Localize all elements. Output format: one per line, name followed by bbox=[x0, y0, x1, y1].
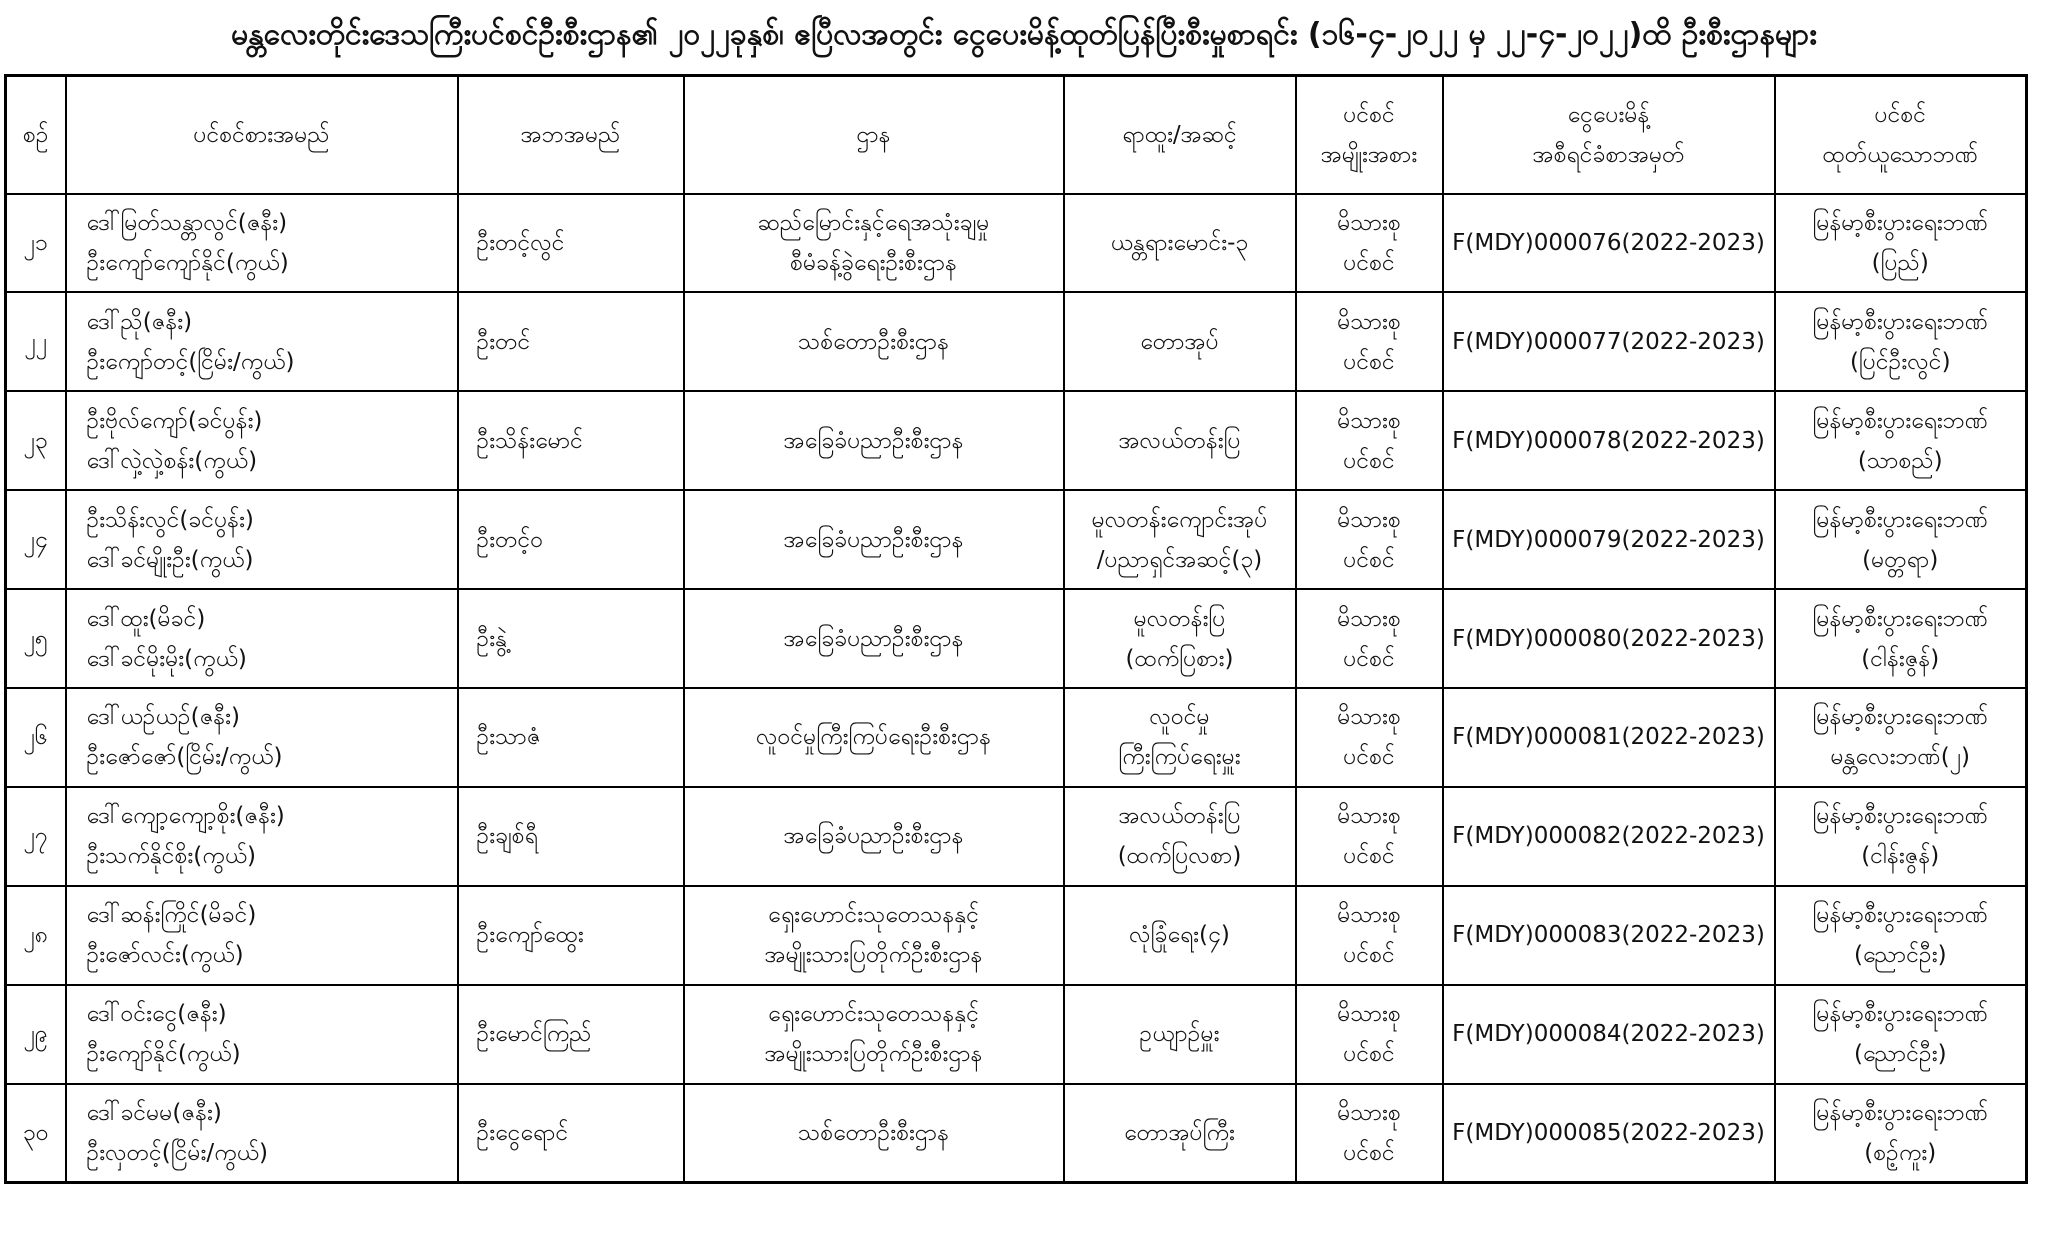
cell-bank-line: မြန်မာ့စီးပွားရေးဘဏ် bbox=[1812, 1099, 1989, 1126]
cell-rank-line: မူလတန်းပြ bbox=[1133, 605, 1226, 632]
cell-pay-order-no bbox=[1443, 886, 1775, 985]
cell-pension-type-line: မိသားစု bbox=[1337, 902, 1401, 929]
header-payorder: ငွေပေးမိန့် အစီရင်ခံစာအမှတ် bbox=[1443, 76, 1775, 194]
cell-father-name bbox=[458, 688, 684, 787]
cell-sr-text: ၂၈ bbox=[23, 922, 48, 949]
table-row bbox=[6, 688, 2027, 787]
cell-rank-line: ယန္တရားမောင်း-၃ bbox=[1110, 229, 1249, 256]
cell-department-line: ရှေးဟောင်းသုတေသနနှင့် bbox=[768, 902, 979, 929]
cell-department-line: အခြေခံပညာဦးစီးဌာန bbox=[783, 526, 964, 553]
cell-sr bbox=[6, 787, 66, 886]
cell-father-name bbox=[458, 589, 684, 688]
cell-pension-type bbox=[1296, 1084, 1443, 1183]
cell-father-name bbox=[458, 1084, 684, 1183]
cell-sr-text: ၂၁ bbox=[23, 229, 48, 256]
cell-pensioner-name bbox=[66, 589, 458, 688]
cell-pension-type bbox=[1296, 490, 1443, 589]
cell-pay-order-no-text: F(MDY)000078(2022-2023) bbox=[1452, 427, 1765, 454]
table-row bbox=[6, 886, 2027, 985]
cell-father-name-text: ဦးနွဲ့ bbox=[476, 625, 507, 652]
cell-bank-line: မြန်မာ့စီးပွားရေးဘဏ် bbox=[1812, 704, 1989, 731]
table-header-row bbox=[6, 76, 2027, 194]
cell-pay-order-no-text: F(MDY)000079(2022-2023) bbox=[1452, 526, 1765, 553]
header-dept: ဌာန bbox=[684, 76, 1064, 194]
cell-father-name-text: ဦးသာဇံ bbox=[476, 724, 541, 751]
cell-bank bbox=[1775, 1084, 2027, 1183]
cell-pay-order-no bbox=[1443, 688, 1775, 787]
cell-pensioner-name-line: ဒေါ်ဆန်းကြိုင်(မိခင်) bbox=[86, 902, 257, 929]
cell-rank-line: အလယ်တန်းပြ bbox=[1118, 427, 1241, 454]
cell-sr-text: ၂၇ bbox=[23, 823, 48, 850]
cell-pension-type-line: ပင်စင် bbox=[1343, 843, 1395, 870]
header-name: ပင်စင်စားအမည် bbox=[66, 76, 458, 194]
cell-pensioner-name-line: ဒေါ်ကျော့ကျော့စိုး(ဇနီး) bbox=[86, 803, 285, 830]
cell-pension-type-line: ပင်စင် bbox=[1343, 1139, 1395, 1166]
cell-pay-order-no-text: F(MDY)000077(2022-2023) bbox=[1452, 328, 1765, 355]
cell-pension-type bbox=[1296, 194, 1443, 293]
cell-pension-type-line: ပင်စင် bbox=[1343, 645, 1395, 672]
cell-father-name-text: ဦးကျော်ထွေး bbox=[476, 922, 584, 949]
cell-father-name-text: ဦးမောင်ကြည် bbox=[476, 1021, 592, 1048]
table-row bbox=[6, 787, 2027, 886]
cell-rank-line: လုံခြုံရေး(၄) bbox=[1129, 922, 1230, 949]
cell-department bbox=[684, 391, 1064, 490]
table-row bbox=[6, 490, 2027, 589]
cell-pensioner-name-line: ဦးသက်နိုင်စိုး(ကွယ်) bbox=[86, 843, 257, 870]
cell-bank-line: (ငါန်းဇွန်) bbox=[1861, 645, 1940, 672]
cell-department bbox=[684, 1084, 1064, 1183]
header-sr: စဉ် bbox=[6, 76, 66, 194]
cell-rank bbox=[1064, 490, 1296, 589]
cell-bank-line: (ပြင်ဦးလွင်) bbox=[1849, 348, 1951, 375]
cell-pension-type-line: ပင်စင် bbox=[1343, 744, 1395, 771]
cell-department bbox=[684, 490, 1064, 589]
cell-sr bbox=[6, 490, 66, 589]
cell-bank-line: (ညောင်ဦး) bbox=[1853, 942, 1947, 969]
table-row bbox=[6, 589, 2027, 688]
cell-bank-line: (သာစည်) bbox=[1857, 447, 1943, 474]
cell-rank bbox=[1064, 589, 1296, 688]
cell-department bbox=[684, 589, 1064, 688]
cell-pensioner-name-line: ဦးသိန်းလွင်(ခင်ပွန်း) bbox=[86, 506, 254, 533]
cell-rank bbox=[1064, 391, 1296, 490]
cell-father-name-text: ဦးချစ်ရီ bbox=[476, 823, 538, 850]
cell-rank-line: ဥယျာဉ်မှူး bbox=[1139, 1021, 1220, 1048]
cell-department bbox=[684, 985, 1064, 1084]
cell-sr-text: ၂၅ bbox=[23, 625, 48, 652]
cell-pension-type bbox=[1296, 589, 1443, 688]
cell-sr-text: ၂၂ bbox=[24, 328, 48, 355]
cell-department-line: အမျိုးသားပြတိုက်ဦးစီးဌာန bbox=[764, 1041, 983, 1068]
cell-department bbox=[684, 292, 1064, 391]
cell-bank-line: မြန်မာ့စီးပွားရေးဘဏ် bbox=[1812, 407, 1989, 434]
cell-rank bbox=[1064, 1084, 1296, 1183]
cell-sr bbox=[6, 194, 66, 293]
cell-pensioner-name-line: ဒေါ်ဝင်းငွေ(ဇနီး) bbox=[86, 1001, 227, 1028]
cell-father-name bbox=[458, 886, 684, 985]
cell-pay-order-no-text: F(MDY)000083(2022-2023) bbox=[1452, 922, 1765, 949]
cell-pension-type-line: မိသားစု bbox=[1337, 308, 1401, 335]
cell-father-name bbox=[458, 787, 684, 886]
table-row bbox=[6, 985, 2027, 1084]
cell-pension-type-line: ပင်စင် bbox=[1343, 942, 1395, 969]
cell-father-name-text: ဦးတင့်လွင် bbox=[476, 229, 565, 256]
cell-pension-type-line: မိသားစု bbox=[1337, 704, 1401, 731]
cell-sr-text: ၃၀ bbox=[22, 1119, 49, 1146]
cell-department-line: ရှေးဟောင်းသုတေသနနှင့် bbox=[768, 1001, 979, 1028]
cell-pension-type-line: ပင်စင် bbox=[1343, 249, 1395, 276]
cell-bank-line: (ငါန်းဇွန်) bbox=[1861, 843, 1940, 870]
cell-pensioner-name-line: ဦးလှတင့်(ငြိမ်း/ကွယ်) bbox=[86, 1139, 268, 1166]
cell-rank bbox=[1064, 292, 1296, 391]
cell-pay-order-no bbox=[1443, 490, 1775, 589]
cell-rank-line: လူဝင်မှု bbox=[1149, 704, 1210, 731]
cell-pensioner-name bbox=[66, 886, 458, 985]
cell-pay-order-no bbox=[1443, 391, 1775, 490]
cell-pensioner-name-line: ဒေါ်ယဉ်ယဉ်(ဇနီး) bbox=[86, 704, 240, 731]
cell-department-line: အခြေခံပညာဦးစီးဌာန bbox=[783, 427, 964, 454]
cell-department-line: စီမံခန့်ခွဲရေးဦးစီးဌာန bbox=[790, 249, 957, 276]
cell-father-name bbox=[458, 292, 684, 391]
cell-father-name-text: ဦးငွေရောင် bbox=[476, 1119, 569, 1146]
cell-rank-line: အလယ်တန်းပြ bbox=[1118, 803, 1241, 830]
document-title: မန္တလေးတိုင်းဒေသကြီးပင်စင်ဦးစီးဌာန၏ ၂၀၂၂ခုနှစ်၊ ဧပြီလအတွင်း ငွေပေးမိန့်ထုတ်ပြန်ပြီးစီးမှုစာရင်း (၁၆-၄-၂၀၂၂ မှ ၂၂-၄-၂၀၂၂)ထိ ဦးစီးဌာနများ bbox=[231, 17, 1817, 52]
cell-pensioner-name-line: ဦးကျော်နိုင်(ကွယ်) bbox=[86, 1041, 241, 1068]
cell-department-line: အခြေခံပညာဦးစီးဌာန bbox=[783, 823, 964, 850]
cell-bank-line: မြန်မာ့စီးပွားရေးဘဏ် bbox=[1812, 1001, 1989, 1028]
cell-department-line: ဆည်မြောင်းနှင့်ရေအသုံးချမှု bbox=[757, 209, 990, 236]
cell-pension-type bbox=[1296, 688, 1443, 787]
header-bank: ပင်စင် ထုတ်ယူသောဘဏ် bbox=[1775, 76, 2027, 194]
cell-bank bbox=[1775, 985, 2027, 1084]
cell-father-name bbox=[458, 985, 684, 1084]
cell-bank-line: မြန်မာ့စီးပွားရေးဘဏ် bbox=[1812, 308, 1989, 335]
cell-pay-order-no-text: F(MDY)000082(2022-2023) bbox=[1452, 823, 1765, 850]
cell-pension-type bbox=[1296, 886, 1443, 985]
cell-department bbox=[684, 886, 1064, 985]
cell-bank bbox=[1775, 787, 2027, 886]
cell-bank-line: မြန်မာ့စီးပွားရေးဘဏ် bbox=[1812, 803, 1989, 830]
table-row bbox=[6, 194, 2027, 293]
cell-department bbox=[684, 688, 1064, 787]
cell-rank bbox=[1064, 688, 1296, 787]
cell-bank bbox=[1775, 490, 2027, 589]
cell-bank bbox=[1775, 292, 2027, 391]
cell-pensioner-name bbox=[66, 490, 458, 589]
table-row bbox=[6, 1084, 2027, 1183]
cell-pay-order-no bbox=[1443, 589, 1775, 688]
cell-bank bbox=[1775, 589, 2027, 688]
cell-pensioner-name-line: ဒေါ်ထူး(မိခင်) bbox=[86, 605, 206, 632]
cell-bank-line: မြန်မာ့စီးပွားရေးဘဏ် bbox=[1812, 209, 1989, 236]
cell-rank bbox=[1064, 194, 1296, 293]
cell-pension-type bbox=[1296, 391, 1443, 490]
cell-pension-type-line: မိသားစု bbox=[1337, 1099, 1401, 1126]
cell-pension-type bbox=[1296, 985, 1443, 1084]
cell-bank-line: (ပြည်) bbox=[1871, 249, 1929, 276]
table-row bbox=[6, 292, 2027, 391]
cell-pensioner-name bbox=[66, 688, 458, 787]
table-row bbox=[6, 391, 2027, 490]
cell-pensioner-name bbox=[66, 391, 458, 490]
cell-father-name-text: ဦးတင် bbox=[476, 328, 531, 355]
cell-rank-line: (ထက်ပြစား) bbox=[1125, 645, 1234, 672]
cell-pay-order-no-text: F(MDY)000085(2022-2023) bbox=[1452, 1119, 1765, 1146]
cell-rank-line: /ပညာရှင်အဆင့်(၃) bbox=[1096, 546, 1263, 573]
cell-pensioner-name bbox=[66, 194, 458, 293]
cell-pensioner-name-line: ဒေါ်ညို(ဇနီး) bbox=[86, 308, 193, 335]
cell-sr bbox=[6, 589, 66, 688]
cell-father-name-text: ဦးတင့်ဝ bbox=[476, 526, 544, 553]
cell-pension-type-line: ပင်စင် bbox=[1343, 1041, 1395, 1068]
cell-pension-type-line: မိသားစု bbox=[1337, 1001, 1401, 1028]
cell-bank-line: မြန်မာ့စီးပွားရေးဘဏ် bbox=[1812, 605, 1989, 632]
cell-rank-line: (ထက်ပြလစာ) bbox=[1117, 843, 1242, 870]
header-father: အဘအမည် bbox=[458, 76, 684, 194]
cell-pay-order-no bbox=[1443, 292, 1775, 391]
cell-pensioner-name-line: ဒေါ်လှဲ့လှဲ့စန်း(ကွယ်) bbox=[86, 447, 258, 474]
cell-pay-order-no-text: F(MDY)000081(2022-2023) bbox=[1452, 724, 1765, 751]
cell-rank bbox=[1064, 886, 1296, 985]
cell-pension-type-line: မိသားစု bbox=[1337, 209, 1401, 236]
cell-rank-line: မူလတန်းကျောင်းအုပ် bbox=[1091, 506, 1268, 533]
cell-sr bbox=[6, 1084, 66, 1183]
cell-sr-text: ၂၃ bbox=[23, 427, 48, 454]
cell-pensioner-name-line: ဒေါ်မြတ်သန္တာလွင်(ဇနီး) bbox=[86, 209, 288, 236]
cell-pension-type bbox=[1296, 292, 1443, 391]
cell-pensioner-name bbox=[66, 292, 458, 391]
cell-pensioner-name-line: ဦးဇော်ဇော်(ငြိမ်း/ကွယ်) bbox=[86, 744, 283, 771]
cell-bank-line: မန္တလေးဘဏ်(၂) bbox=[1830, 744, 1970, 771]
cell-pay-order-no-text: F(MDY)000076(2022-2023) bbox=[1452, 229, 1765, 256]
header-rank: ရာထူး/အဆင့် bbox=[1064, 76, 1296, 194]
cell-rank-line: တောအုပ်ကြီး bbox=[1124, 1119, 1235, 1146]
cell-pay-order-no-text: F(MDY)000080(2022-2023) bbox=[1452, 625, 1765, 652]
cell-sr bbox=[6, 391, 66, 490]
cell-father-name bbox=[458, 194, 684, 293]
cell-pay-order-no bbox=[1443, 194, 1775, 293]
cell-pensioner-name-line: ဒေါ်ခင်မိုးမိုး(ကွယ်) bbox=[86, 645, 247, 672]
cell-rank-line: ကြီးကြပ်ရေးမှူး bbox=[1118, 744, 1241, 771]
cell-sr bbox=[6, 886, 66, 985]
cell-pensioner-name-line: ဒေါ်ခင်မမ(ဇနီး) bbox=[86, 1099, 222, 1126]
pension-table bbox=[4, 74, 2028, 1184]
cell-rank bbox=[1064, 985, 1296, 1084]
cell-pensioner-name bbox=[66, 787, 458, 886]
cell-sr-text: ၂၆ bbox=[23, 724, 48, 751]
cell-bank-line: (ညောင်ဦး) bbox=[1853, 1041, 1947, 1068]
cell-bank-line: (စဥ့်ကူး) bbox=[1864, 1139, 1937, 1166]
cell-department-line: အမျိုးသားပြတိုက်ဦးစီးဌာန bbox=[764, 942, 983, 969]
cell-pensioner-name bbox=[66, 985, 458, 1084]
cell-sr bbox=[6, 985, 66, 1084]
cell-bank bbox=[1775, 688, 2027, 787]
cell-pensioner-name-line: ဦးဗိုလ်ကျော်(ခင်ပွန်း) bbox=[86, 407, 263, 434]
cell-bank-line: မြန်မာ့စီးပွားရေးဘဏ် bbox=[1812, 506, 1989, 533]
cell-bank bbox=[1775, 391, 2027, 490]
cell-pay-order-no-text: F(MDY)000084(2022-2023) bbox=[1452, 1021, 1765, 1048]
cell-department-line: အခြေခံပညာဦးစီးဌာန bbox=[783, 625, 964, 652]
cell-pensioner-name-line: ဦးကျော်တင့်(ငြိမ်း/ကွယ်) bbox=[86, 348, 295, 375]
cell-sr-text: ၂၄ bbox=[23, 526, 48, 553]
cell-rank bbox=[1064, 787, 1296, 886]
cell-pensioner-name-line: ဒေါ်ခင်မျိုးဦး(ကွယ်) bbox=[86, 546, 254, 573]
cell-pension-type-line: ပင်စင် bbox=[1343, 546, 1395, 573]
cell-pensioner-name bbox=[66, 1084, 458, 1183]
cell-sr bbox=[6, 688, 66, 787]
cell-bank bbox=[1775, 194, 2027, 293]
cell-pay-order-no bbox=[1443, 1084, 1775, 1183]
cell-sr bbox=[6, 292, 66, 391]
cell-pension-type bbox=[1296, 787, 1443, 886]
cell-pay-order-no bbox=[1443, 985, 1775, 1084]
cell-pension-type-line: မိသားစု bbox=[1337, 605, 1401, 632]
cell-pension-type-line: ပင်စင် bbox=[1343, 447, 1395, 474]
cell-pension-type-line: မိသားစု bbox=[1337, 803, 1401, 830]
cell-rank-line: တောအုပ် bbox=[1140, 328, 1219, 355]
cell-bank-line: မြန်မာ့စီးပွားရေးဘဏ် bbox=[1812, 902, 1989, 929]
cell-pension-type-line: ပင်စင် bbox=[1343, 348, 1395, 375]
cell-father-name bbox=[458, 490, 684, 589]
cell-pension-type-line: မိသားစု bbox=[1337, 506, 1401, 533]
cell-pension-type-line: မိသားစု bbox=[1337, 407, 1401, 434]
cell-pensioner-name-line: ဦးဇော်လင်း(ကွယ်) bbox=[86, 942, 244, 969]
header-type: ပင်စင် အမျိုးအစား bbox=[1296, 76, 1443, 194]
cell-father-name bbox=[458, 391, 684, 490]
cell-father-name-text: ဦးသိန်းမောင် bbox=[476, 427, 583, 454]
cell-sr-text: ၂၉ bbox=[23, 1021, 48, 1048]
cell-bank-line: (မတ္တရာ) bbox=[1862, 546, 1939, 573]
cell-department-line: သစ်တောဦးစီးဌာန bbox=[797, 328, 949, 355]
cell-pay-order-no bbox=[1443, 787, 1775, 886]
cell-department-line: သစ်တောဦးစီးဌာန bbox=[797, 1119, 949, 1146]
cell-pensioner-name-line: ဦးကျော်ကျော်နိုင်(ကွယ်) bbox=[86, 249, 289, 276]
cell-department-line: လူဝင်မှုကြီးကြပ်ရေးဦးစီးဌာန bbox=[755, 724, 992, 751]
cell-bank bbox=[1775, 886, 2027, 985]
cell-department bbox=[684, 194, 1064, 293]
cell-department bbox=[684, 787, 1064, 886]
